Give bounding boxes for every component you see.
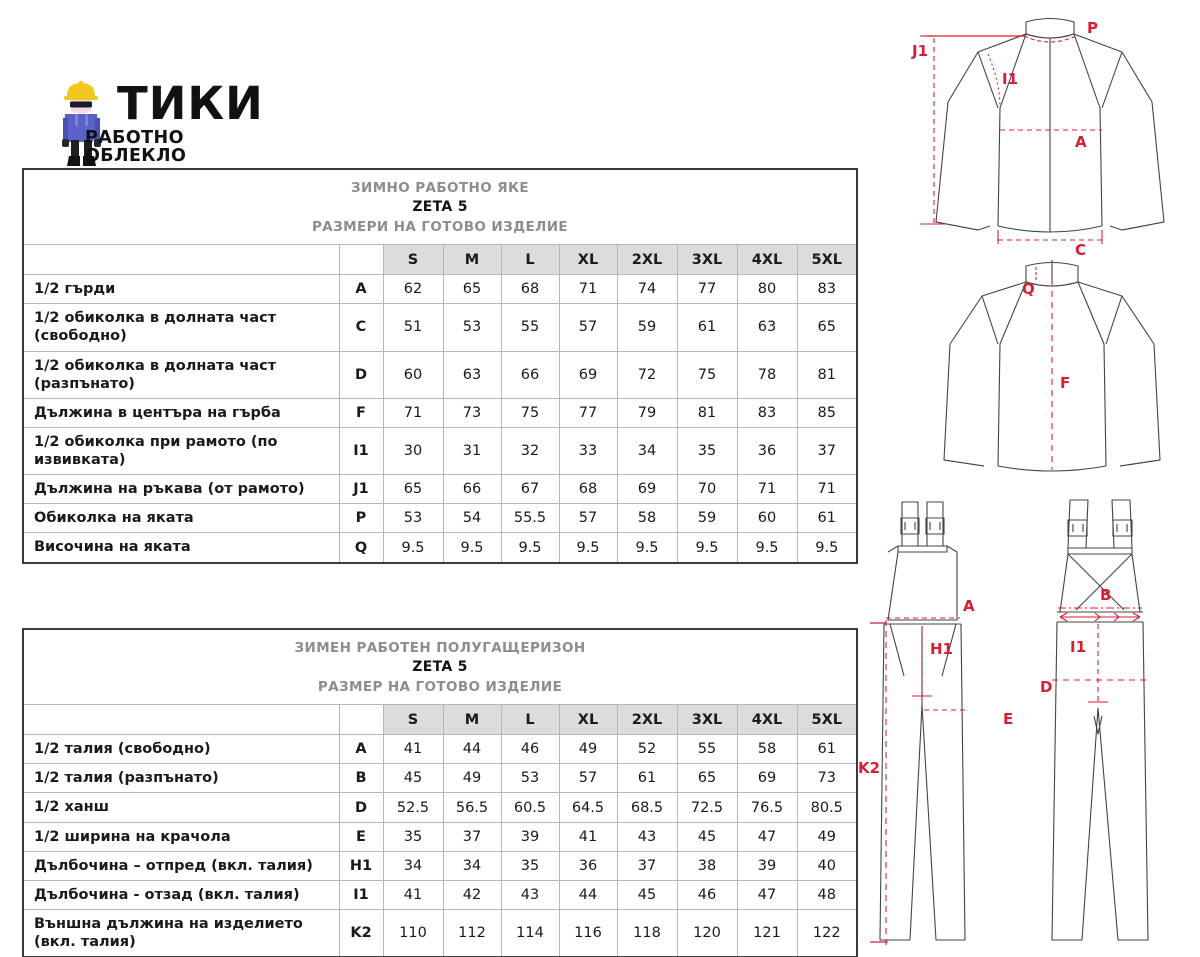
dim-label-d: D	[1040, 678, 1053, 696]
measurement-value: 114	[501, 909, 559, 957]
measurement-value: 39	[501, 822, 559, 851]
measurement-value: 32	[501, 427, 559, 474]
measurement-value: 34	[383, 851, 443, 880]
measurement-value: 70	[677, 475, 737, 504]
table-row	[23, 735, 857, 764]
measurement-value: 71	[737, 475, 797, 504]
measurement-value: 39	[737, 851, 797, 880]
measurement-value: 9.5	[737, 533, 797, 563]
measurement-value: 41	[383, 735, 443, 764]
dim-label-a: A	[1075, 133, 1087, 151]
bib-table-title	[23, 629, 857, 705]
measurement-label: Обиколка на яката	[23, 504, 339, 533]
dim-label-b: B	[1100, 586, 1112, 604]
header-blank-code	[339, 245, 383, 275]
bib-table-body	[23, 735, 857, 957]
measurement-code: C	[339, 304, 383, 351]
measurement-value: 58	[617, 504, 677, 533]
measurement-code: H1	[339, 851, 383, 880]
header-blank-code	[339, 705, 383, 735]
measurement-value: 75	[501, 398, 559, 427]
measurement-code: F	[339, 398, 383, 427]
measurement-value: 68	[559, 475, 617, 504]
dim-label-h1: H1	[930, 640, 953, 658]
jacket-table-title	[23, 169, 857, 245]
measurement-value: 44	[443, 735, 501, 764]
logo-tagline-text: РАБОТНО ОБЛЕКЛО	[85, 128, 187, 166]
jacket-size-table	[22, 168, 858, 564]
measurement-value: 83	[797, 275, 857, 304]
measurement-value: 71	[559, 275, 617, 304]
measurement-value: 30	[383, 427, 443, 474]
measurement-value: 35	[383, 822, 443, 851]
bib-back-svg	[1040, 490, 1200, 950]
table-row	[23, 304, 857, 351]
measurement-value: 43	[617, 822, 677, 851]
measurement-value: 69	[559, 351, 617, 398]
table-row	[23, 275, 857, 304]
measurement-value: 72	[617, 351, 677, 398]
measurement-code: J1	[339, 475, 383, 504]
jacket-title-line2: ZETA 5	[412, 199, 468, 216]
measurement-value: 48	[797, 880, 857, 909]
measurement-value: 40	[797, 851, 857, 880]
measurement-value: 44	[559, 880, 617, 909]
dim-label-c: C	[1075, 241, 1087, 259]
measurement-value: 65	[677, 764, 737, 793]
dim-label-i1: I1	[1002, 70, 1019, 88]
bib-title-line2: ZETA 5	[412, 659, 468, 676]
measurement-value: 63	[737, 304, 797, 351]
jacket-back-svg	[900, 252, 1200, 477]
bib-pants-size-table	[22, 628, 858, 957]
measurement-code: Q	[339, 533, 383, 563]
measurement-value: 58	[737, 735, 797, 764]
table-row	[23, 822, 857, 851]
measurement-label: 1/2 ханш	[23, 793, 339, 822]
measurement-value: 81	[797, 351, 857, 398]
measurement-value: 9.5	[617, 533, 677, 563]
measurement-label: 1/2 талия (разпънато)	[23, 764, 339, 793]
measurement-value: 34	[617, 427, 677, 474]
measurement-label: 1/2 ширина на крачола	[23, 822, 339, 851]
measurement-value: 36	[737, 427, 797, 474]
measurement-value: 79	[617, 398, 677, 427]
dim-label-e: E	[1003, 710, 1014, 728]
measurement-label: Външна дължина на изделието (вкл. талия)	[23, 909, 339, 957]
company-logo	[55, 78, 270, 168]
measurement-label: Дължина в центъра на гърба	[23, 398, 339, 427]
size-header-2xl: 2XL	[617, 245, 677, 275]
jacket-front-svg	[890, 4, 1200, 262]
size-header-5xl: 5XL	[797, 705, 857, 735]
measurement-label: Дълбочина - отзад (вкл. талия)	[23, 880, 339, 909]
measurement-value: 41	[559, 822, 617, 851]
table-row	[23, 909, 857, 957]
measurement-value: 110	[383, 909, 443, 957]
measurement-value: 71	[797, 475, 857, 504]
measurement-code: K2	[339, 909, 383, 957]
measurement-label: Дължина на ръкава (от рамото)	[23, 475, 339, 504]
measurement-value: 63	[443, 351, 501, 398]
dim-label-i1: I1	[1070, 638, 1087, 656]
jacket-back-technical-drawing	[900, 252, 1200, 477]
measurement-value: 72.5	[677, 793, 737, 822]
table-row	[23, 793, 857, 822]
measurement-value: 77	[559, 398, 617, 427]
measurement-value: 60	[383, 351, 443, 398]
measurement-label: 1/2 обиколка при рамото (по извивката)	[23, 427, 339, 474]
table-row	[23, 851, 857, 880]
measurement-code: D	[339, 351, 383, 398]
measurement-value: 65	[797, 304, 857, 351]
measurement-value: 59	[617, 304, 677, 351]
measurement-value: 49	[797, 822, 857, 851]
size-header-l: L	[501, 245, 559, 275]
measurement-value: 71	[383, 398, 443, 427]
measurement-value: 68.5	[617, 793, 677, 822]
measurement-value: 42	[443, 880, 501, 909]
size-header-5xl: 5XL	[797, 245, 857, 275]
dim-label-k2: K2	[858, 759, 881, 777]
measurement-label: 1/2 обиколка в долната част (свободно)	[23, 304, 339, 351]
measurement-value: 57	[559, 304, 617, 351]
measurement-value: 31	[443, 427, 501, 474]
measurement-value: 34	[443, 851, 501, 880]
measurement-value: 52	[617, 735, 677, 764]
measurement-value: 65	[443, 275, 501, 304]
measurement-label: Дълбочина – отпред (вкл. талия)	[23, 851, 339, 880]
bib-table-header-row	[23, 705, 857, 735]
measurement-value: 73	[797, 764, 857, 793]
measurement-value: 75	[677, 351, 737, 398]
measurement-value: 35	[501, 851, 559, 880]
size-header-m: M	[443, 705, 501, 735]
jacket-title-line3: РАЗМЕРИ НА ГОТОВО ИЗДЕЛИЕ	[312, 219, 569, 236]
measurement-value: 49	[443, 764, 501, 793]
measurement-value: 9.5	[677, 533, 737, 563]
table-row	[23, 351, 857, 398]
measurement-value: 56.5	[443, 793, 501, 822]
measurement-value: 53	[383, 504, 443, 533]
dim-label-q: Q	[1022, 280, 1035, 298]
measurement-value: 59	[677, 504, 737, 533]
dim-label-a: A	[963, 597, 975, 615]
measurement-value: 43	[501, 880, 559, 909]
measurement-value: 55	[501, 304, 559, 351]
measurement-value: 53	[501, 764, 559, 793]
measurement-code: A	[339, 735, 383, 764]
size-header-s: S	[383, 245, 443, 275]
jacket-front-technical-drawing	[890, 4, 1200, 262]
table-row	[23, 880, 857, 909]
measurement-value: 66	[501, 351, 559, 398]
measurement-value: 49	[559, 735, 617, 764]
logo-brand-text: ТИКИ	[117, 77, 264, 130]
measurement-value: 69	[617, 475, 677, 504]
measurement-value: 37	[617, 851, 677, 880]
bib-title-line1: ЗИМЕН РАБОТЕН ПОЛУГАЩЕРИЗОН	[294, 640, 586, 656]
measurement-value: 52.5	[383, 793, 443, 822]
measurement-value: 37	[797, 427, 857, 474]
measurement-value: 116	[559, 909, 617, 957]
measurement-value: 61	[797, 735, 857, 764]
measurement-label: 1/2 талия (свободно)	[23, 735, 339, 764]
dim-label-j1: J1	[912, 42, 929, 60]
size-header-3xl: 3XL	[677, 245, 737, 275]
table-row	[23, 764, 857, 793]
measurement-value: 55.5	[501, 504, 559, 533]
measurement-value: 9.5	[443, 533, 501, 563]
measurement-value: 66	[443, 475, 501, 504]
measurement-code: E	[339, 822, 383, 851]
table-row	[23, 427, 857, 474]
measurement-value: 57	[559, 504, 617, 533]
measurement-value: 45	[677, 822, 737, 851]
jacket-table-body	[23, 275, 857, 563]
bib-front-k2-dimension-line	[874, 620, 898, 950]
measurement-value: 61	[617, 764, 677, 793]
size-header-4xl: 4XL	[737, 245, 797, 275]
measurement-value: 36	[559, 851, 617, 880]
measurement-value: 46	[501, 735, 559, 764]
size-header-3xl: 3XL	[677, 705, 737, 735]
measurement-value: 60.5	[501, 793, 559, 822]
header-blank-label	[23, 245, 339, 275]
measurement-value: 122	[797, 909, 857, 957]
measurement-value: 69	[737, 764, 797, 793]
table-row	[23, 475, 857, 504]
measurement-value: 80	[737, 275, 797, 304]
measurement-value: 112	[443, 909, 501, 957]
measurement-value: 54	[443, 504, 501, 533]
measurement-value: 67	[501, 475, 559, 504]
measurement-code: I1	[339, 880, 383, 909]
size-header-xl: XL	[559, 705, 617, 735]
measurement-value: 61	[677, 304, 737, 351]
measurement-value: 76.5	[737, 793, 797, 822]
measurement-label: 1/2 обиколка в долната част (разпънато)	[23, 351, 339, 398]
measurement-value: 118	[617, 909, 677, 957]
measurement-value: 78	[737, 351, 797, 398]
table-row	[23, 533, 857, 563]
measurement-value: 45	[383, 764, 443, 793]
measurement-value: 9.5	[501, 533, 559, 563]
measurement-value: 85	[797, 398, 857, 427]
measurement-value: 47	[737, 880, 797, 909]
measurement-value: 121	[737, 909, 797, 957]
measurement-value: 47	[737, 822, 797, 851]
measurement-value: 83	[737, 398, 797, 427]
measurement-value: 120	[677, 909, 737, 957]
size-header-s: S	[383, 705, 443, 735]
measurement-code: P	[339, 504, 383, 533]
measurement-value: 65	[383, 475, 443, 504]
dim-label-f: F	[1060, 374, 1071, 392]
measurement-value: 74	[617, 275, 677, 304]
measurement-value: 41	[383, 880, 443, 909]
dim-label-p: P	[1087, 19, 1098, 37]
measurement-label: 1/2 гърди	[23, 275, 339, 304]
measurement-label: Височина на яката	[23, 533, 339, 563]
measurement-value: 81	[677, 398, 737, 427]
measurement-code: D	[339, 793, 383, 822]
measurement-value: 60	[737, 504, 797, 533]
bib-title-line3: РАЗМЕР НА ГОТОВО ИЗДЕЛИЕ	[317, 679, 563, 696]
jacket-table-header-row	[23, 245, 857, 275]
measurement-value: 68	[501, 275, 559, 304]
measurement-value: 46	[677, 880, 737, 909]
size-header-4xl: 4XL	[737, 705, 797, 735]
measurement-value: 9.5	[559, 533, 617, 563]
jacket-title-line1: ЗИМНО РАБОТНО ЯКЕ	[351, 180, 530, 196]
measurement-value: 64.5	[559, 793, 617, 822]
measurement-value: 61	[797, 504, 857, 533]
measurement-value: 73	[443, 398, 501, 427]
measurement-value: 33	[559, 427, 617, 474]
table-row	[23, 504, 857, 533]
measurement-code: B	[339, 764, 383, 793]
size-header-m: M	[443, 245, 501, 275]
measurement-value: 51	[383, 304, 443, 351]
measurement-code: I1	[339, 427, 383, 474]
measurement-value: 45	[617, 880, 677, 909]
measurement-value: 77	[677, 275, 737, 304]
size-header-xl: XL	[559, 245, 617, 275]
measurement-value: 9.5	[797, 533, 857, 563]
measurement-value: 35	[677, 427, 737, 474]
measurement-value: 62	[383, 275, 443, 304]
size-header-l: L	[501, 705, 559, 735]
size-header-2xl: 2XL	[617, 705, 677, 735]
bib-pants-back-technical-drawing	[1040, 490, 1200, 950]
measurement-value: 37	[443, 822, 501, 851]
header-blank-label	[23, 705, 339, 735]
measurement-value: 55	[677, 735, 737, 764]
measurement-value: 9.5	[383, 533, 443, 563]
measurement-value: 57	[559, 764, 617, 793]
measurement-value: 38	[677, 851, 737, 880]
measurement-value: 80.5	[797, 793, 857, 822]
measurement-value: 53	[443, 304, 501, 351]
table-row	[23, 398, 857, 427]
measurement-code: A	[339, 275, 383, 304]
